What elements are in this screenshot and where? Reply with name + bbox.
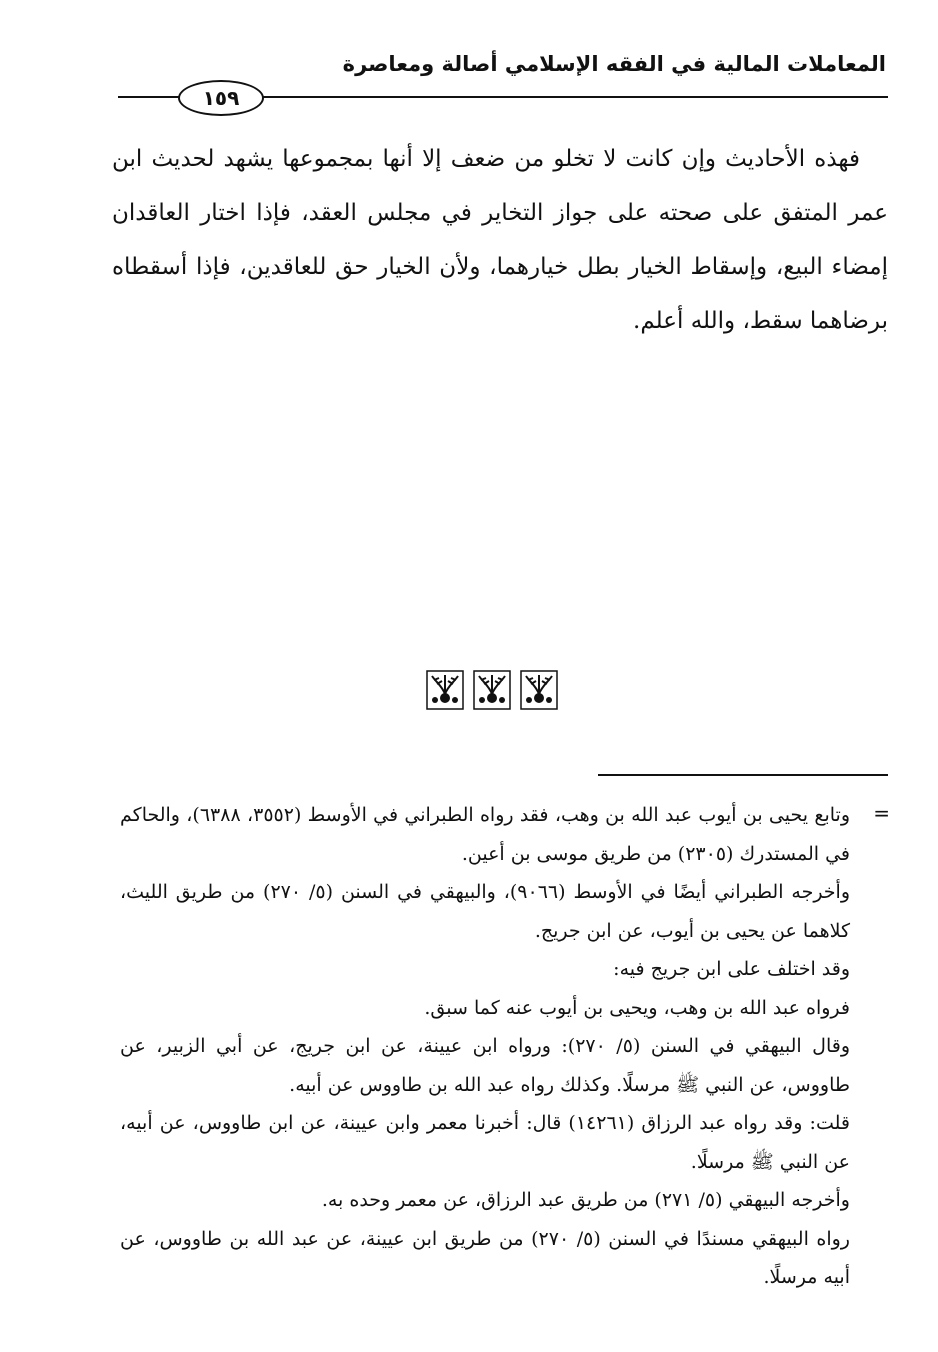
footnote-paragraph: رواه البيهقي مسندًا في السنن (٥/ ٢٧٠) من طريق ابن عيينة، عن عبد الله بن طاووس، عن أبيه مرسلًا. (120, 1227, 850, 1288)
page-number: ١٥٩ (178, 80, 264, 116)
main-paragraph: فهذه الأحاديث وإن كانت لا تخلو من ضعف إلا أنها بمجموعها يشهد لحديث ابن عمر المتفق على صحته على جواز التخاير في مجلس العقد، فإذا اختار العاقدان إمضاء البيع، وإسقاط الخيار بطل خيارهما، ولأن الخيار حق للعاقدين، فإذا أسقطاه برضاهما سقط، والله أعلم. (112, 146, 889, 334)
footnote-paragraph: وقد اختلف على ابن جريج فيه: (613, 958, 850, 980)
section-ornament (426, 670, 558, 710)
main-text (112, 132, 888, 348)
floral-ornament-icon (520, 670, 558, 710)
footnote-paragraph: وقال البيهقي في السنن (٥/ ٢٧٠): ورواه ابن عيينة، عن ابن جريج، عن أبي الزبير، عن طاووس، عن النبي ﷺ مرسلًا. وكذلك رواه عبد الله بن طاووس عن أبيه. (120, 1035, 850, 1096)
footnote-paragraph: وأخرجه الطبراني أيضًا في الأوسط (٩٠٦٦)، والبيهقي في السنن (٥/ ٢٧٠) من طريق الليث، كلاهما عن يحيى بن أيوب، عن ابن جريج. (120, 881, 851, 942)
footnote-paragraph: فرواه عبد الله بن وهب، ويحيى بن أيوب عنه كما سبق. (424, 996, 850, 1019)
footnote-paragraph: وتابع يحيى بن أيوب عبد الله بن وهب، فقد رواه الطبراني في الأوسط (٣٥٥٢، ٦٣٨٨)، والحاكم في المستدرك (٢٣٠٥) من طريق موسى بن أعين. (120, 804, 851, 865)
running-header-title: المعاملات المالية في الفقه الإسلامي أصالة ومعاصرة (342, 52, 886, 76)
footnote-paragraph: وأخرجه البيهقي (٥/ ٢٧١) من طريق عبد الرزاق، عن معمر وحده به. (321, 1189, 850, 1211)
floral-ornament-icon (426, 670, 464, 710)
footnote-continuation-mark: = (873, 801, 890, 825)
footnote-paragraph: قلت: وقد رواه عبد الرزاق (١٤٢٦١) قال: أخبرنا معمر وابن عيينة، عن ابن طاووس، عن أبيه، عن النبي ﷺ مرسلًا. (120, 1112, 850, 1173)
footnote-rule (598, 774, 888, 776)
floral-ornament-icon (473, 670, 511, 710)
footnotes (120, 796, 850, 1297)
